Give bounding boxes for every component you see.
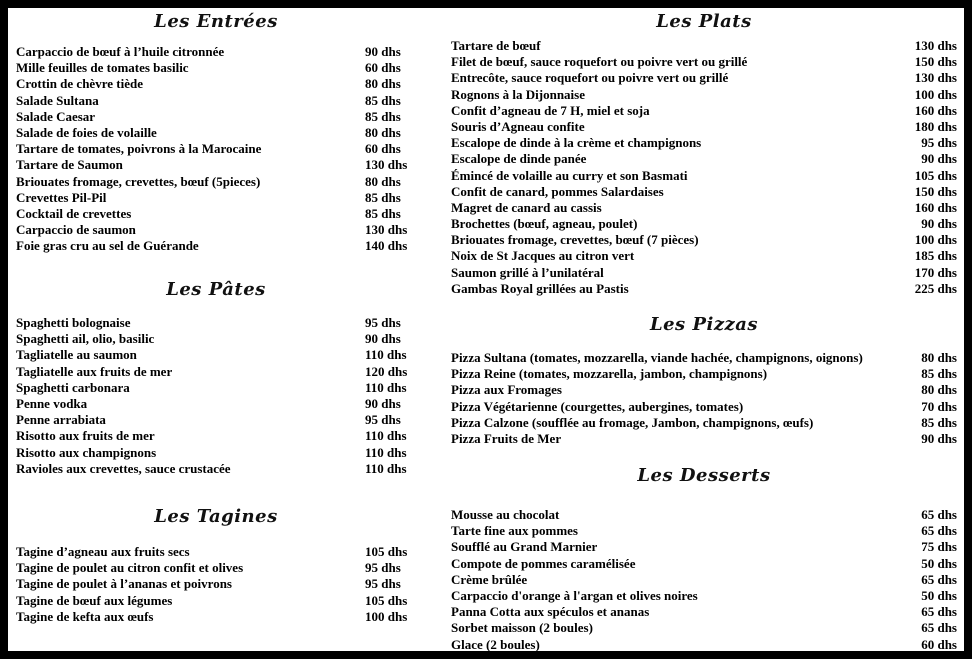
menu-item-name: Rognons à la Dijonnaise <box>451 86 585 102</box>
menu-item-price: 75 dhs <box>921 539 957 555</box>
menu-item-name: Tagine d’agneau aux fruits secs <box>16 544 190 559</box>
menu-item-price: 150 dhs <box>914 54 957 70</box>
menu-item-name: Carpaccio de saumon <box>16 222 136 238</box>
menu-item-price: 140 dhs <box>365 238 408 254</box>
section-title-pizzas: Les Pizzas <box>649 314 759 335</box>
menu-item-price: 60 dhs <box>921 636 957 651</box>
menu-item-price: 85 dhs <box>365 92 401 108</box>
menu-item-name: Souris d’Agneau confite <box>451 118 585 134</box>
menu-item-name: Salade Caesar <box>16 108 96 124</box>
menu-item-price: 80 dhs <box>365 124 401 140</box>
menu-item <box>451 168 957 184</box>
menu-item <box>16 609 416 625</box>
menu-item-price: 90 dhs <box>921 216 957 232</box>
menu-item-name: Tagliatelle au saumon <box>16 347 137 363</box>
menu-item <box>451 184 957 200</box>
menu-item <box>16 544 416 560</box>
menu-item <box>451 103 957 119</box>
menu-item-name: Crottin de chèvre tiède <box>16 76 143 92</box>
menu-item-price: 85 dhs <box>921 366 957 382</box>
menu-item-price: 110 dhs <box>365 444 407 460</box>
menu-list-pizzas <box>451 350 957 447</box>
menu-item-price: 95 dhs <box>365 560 401 576</box>
menu-item-price: 130 dhs <box>365 157 408 173</box>
menu-item <box>16 93 416 109</box>
menu-item-name: Noix de St Jacques au citron vert <box>451 248 635 264</box>
menu-item-name: Tagliatelle aux fruits de mer <box>16 363 173 379</box>
menu-item <box>451 382 957 398</box>
menu-item <box>451 135 957 151</box>
menu-item <box>451 523 957 539</box>
menu-item-name: Escalope de dinde panée <box>451 151 587 167</box>
menu-item <box>451 216 957 232</box>
menu-item <box>16 412 416 428</box>
menu-item-price: 110 dhs <box>365 347 407 363</box>
menu-item <box>451 431 957 447</box>
menu-item-name: Crevettes Pil-Pil <box>16 189 107 205</box>
menu-item-price: 65 dhs <box>921 571 957 587</box>
menu-item-price: 65 dhs <box>921 507 957 522</box>
menu-item <box>16 364 416 380</box>
menu-item <box>451 265 957 281</box>
section-title-entrees: Les Entrées <box>154 11 278 32</box>
menu-item-price: 90 dhs <box>365 44 401 59</box>
menu-item-name: Pizza Végétarienne (courgettes, aubergines, tomates) <box>451 398 744 414</box>
menu-item <box>451 350 957 366</box>
menu-item <box>451 556 957 572</box>
menu-item-name: Spaghetti bolognaise <box>16 315 131 330</box>
menu-list-entrees <box>16 44 416 254</box>
menu-item <box>16 593 416 609</box>
menu-item <box>16 44 416 60</box>
menu-item-price: 225 dhs <box>914 280 957 296</box>
menu-item <box>16 315 416 331</box>
menu-item-name: Carpaccio de bœuf à l’huile citronnée <box>16 44 225 59</box>
menu-item <box>16 174 416 190</box>
menu-item-price: 100 dhs <box>914 86 957 102</box>
menu-item-name: Pizza Calzone (soufflée au fromage, Jambon, champignons, œufs) <box>451 414 814 430</box>
menu-item-price: 150 dhs <box>914 183 957 199</box>
menu-item <box>451 572 957 588</box>
menu-item-price: 95 dhs <box>365 412 401 428</box>
menu-item <box>16 560 416 576</box>
section-title-tagines: Les Tagines <box>154 506 278 527</box>
menu-item-price: 95 dhs <box>365 315 401 330</box>
menu-item-price: 95 dhs <box>921 135 957 151</box>
menu-item-name: Salade de foies de volaille <box>16 124 157 140</box>
menu-list-tagines <box>16 544 416 625</box>
menu-item-name: Tagine de poulet à l’ananas et poivrons <box>16 576 232 592</box>
section-entrees <box>16 11 416 254</box>
menu-item-name: Mille feuilles de tomates basilic <box>16 60 189 76</box>
menu-item-name: Sorbet maisson (2 boules) <box>451 620 593 636</box>
menu-item-name: Briouates fromage, crevettes, bœuf (5pieces) <box>16 173 261 189</box>
menu-item-price: 170 dhs <box>914 264 957 280</box>
menu-item-name: Spaghetti ail, olio, basilic <box>16 331 155 347</box>
section-title-pates: Les Pâtes <box>166 279 266 300</box>
menu-item-name: Pizza Fruits de Mer <box>451 430 562 446</box>
menu-item-name: Glace (2 boules) <box>451 636 540 651</box>
menu-item-name: Tartare de Saumon <box>16 157 123 173</box>
menu-item <box>16 461 416 477</box>
menu-item <box>16 238 416 254</box>
menu-item-name: Crème brûlée <box>451 571 528 587</box>
menu-item-price: 85 dhs <box>365 205 401 221</box>
menu-list-plats <box>451 38 957 297</box>
menu-list-pates <box>16 315 416 477</box>
menu-item-price: 90 dhs <box>921 151 957 167</box>
menu-item-price: 110 dhs <box>365 428 407 444</box>
menu-item-price: 80 dhs <box>921 350 957 365</box>
menu-item-name: Penne arrabiata <box>16 412 106 428</box>
menu-item-name: Tagine de kefta aux œufs <box>16 608 154 624</box>
menu-item-name: Saumon grillé à l’unilatéral <box>451 264 604 280</box>
menu-item-name: Salade Sultana <box>16 92 99 108</box>
menu-list-desserts <box>451 507 957 651</box>
menu-item-price: 60 dhs <box>365 60 401 76</box>
menu-item <box>451 539 957 555</box>
menu-item <box>16 428 416 444</box>
menu-item <box>451 620 957 636</box>
menu-item <box>451 507 957 523</box>
menu-page <box>8 8 964 651</box>
menu-item-price: 65 dhs <box>921 523 957 539</box>
menu-item-price: 130 dhs <box>365 222 408 238</box>
menu-item-name: Briouates fromage, crevettes, bœuf (7 pièces) <box>451 232 699 248</box>
menu-item-price: 160 dhs <box>914 102 957 118</box>
section-plats <box>451 11 957 297</box>
menu-item <box>451 366 957 382</box>
menu-item-price: 65 dhs <box>921 604 957 620</box>
section-desserts <box>451 465 957 651</box>
menu-item-price: 90 dhs <box>921 430 957 446</box>
menu-item-price: 180 dhs <box>914 118 957 134</box>
menu-item-price: 90 dhs <box>365 395 401 411</box>
section-title-desserts: Les Desserts <box>637 465 771 486</box>
menu-item-name: Pizza aux Fromages <box>451 382 562 398</box>
menu-item <box>16 206 416 222</box>
menu-item-price: 85 dhs <box>921 414 957 430</box>
menu-item-name: Entrecôte, sauce roquefort ou poivre vert ou grillé <box>451 70 729 86</box>
menu-item <box>451 399 957 415</box>
menu-item-price: 90 dhs <box>365 331 401 347</box>
menu-item <box>451 87 957 103</box>
menu-item <box>16 60 416 76</box>
menu-item-name: Tartare de tomates, poivrons à la Marocaine <box>16 141 262 157</box>
menu-item-price: 110 dhs <box>365 379 407 395</box>
menu-item <box>451 281 957 297</box>
menu-item-name: Risotto aux fruits de mer <box>16 428 155 444</box>
menu-item <box>16 157 416 173</box>
menu-item <box>451 200 957 216</box>
menu-item-price: 50 dhs <box>921 555 957 571</box>
menu-item-name: Tarte fine aux pommes <box>451 523 578 539</box>
menu-item-name: Gambas Royal grillées au Pastis <box>451 280 629 296</box>
menu-item-name: Carpaccio d'orange à l'argan et olives noires <box>451 587 698 603</box>
menu-item-name: Foie gras cru au sel de Guérande <box>16 238 199 254</box>
section-pates <box>16 279 416 477</box>
menu-item-name: Pizza Sultana (tomates, mozzarella, viande hachée, champignons, oignons) <box>451 350 863 365</box>
menu-item-price: 70 dhs <box>921 398 957 414</box>
menu-item <box>451 119 957 135</box>
menu-item-price: 100 dhs <box>365 608 408 624</box>
menu-item-name: Risotto aux champignons <box>16 444 157 460</box>
menu-item-price: 120 dhs <box>365 363 408 379</box>
menu-item-name: Cocktail de crevettes <box>16 205 132 221</box>
menu-item-name: Confit d’agneau de 7 H, miel et soja <box>451 102 650 118</box>
menu-item-price: 80 dhs <box>921 382 957 398</box>
menu-item-price: 105 dhs <box>365 592 408 608</box>
menu-item <box>451 38 957 54</box>
menu-item-name: Pizza Reine (tomates, mozzarella, jambon, champignons) <box>451 366 768 382</box>
menu-item-price: 105 dhs <box>914 167 957 183</box>
menu-item-name: Tartare de bœuf <box>451 38 541 53</box>
menu-item <box>451 637 957 652</box>
menu-item-price: 50 dhs <box>921 587 957 603</box>
menu-item-name: Brochettes (bœuf, agneau, poulet) <box>451 216 638 232</box>
menu-item-price: 80 dhs <box>365 173 401 189</box>
menu-item-price: 95 dhs <box>365 576 401 592</box>
menu-item-price: 85 dhs <box>365 108 401 124</box>
menu-item <box>16 125 416 141</box>
menu-item-price: 105 dhs <box>365 544 408 559</box>
menu-item-price: 185 dhs <box>914 248 957 264</box>
menu-item <box>451 248 957 264</box>
menu-item <box>16 76 416 92</box>
menu-item-price: 85 dhs <box>365 189 401 205</box>
menu-item <box>451 415 957 431</box>
menu-item <box>16 331 416 347</box>
menu-item <box>16 396 416 412</box>
menu-item-price: 160 dhs <box>914 199 957 215</box>
menu-item <box>16 380 416 396</box>
menu-item <box>16 347 416 363</box>
menu-item-name: Tagine de poulet au citron confit et olives <box>16 560 244 576</box>
menu-item-name: Mousse au chocolat <box>451 507 560 522</box>
menu-item <box>16 576 416 592</box>
menu-item-price: 130 dhs <box>914 38 957 53</box>
menu-item-name: Magret de canard au cassis <box>451 199 602 215</box>
menu-item-price: 60 dhs <box>365 141 401 157</box>
menu-item-name: Spaghetti carbonara <box>16 379 130 395</box>
menu-item <box>16 222 416 238</box>
menu-item-name: Ravioles aux crevettes, sauce crustacée <box>16 460 231 476</box>
menu-item-name: Panna Cotta aux spéculos et ananas <box>451 604 650 620</box>
menu-item <box>16 445 416 461</box>
menu-item-name: Filet de bœuf, sauce roquefort ou poivre vert ou grillé <box>451 54 748 70</box>
section-tagines <box>16 506 416 625</box>
menu-item <box>451 151 957 167</box>
menu-item <box>451 232 957 248</box>
menu-item-name: Confit de canard, pommes Salardaises <box>451 183 664 199</box>
menu-item-name: Tagine de bœuf aux légumes <box>16 592 173 608</box>
section-pizzas <box>451 314 957 447</box>
menu-item <box>451 604 957 620</box>
section-title-plats: Les Plats <box>656 11 752 32</box>
menu-item <box>451 54 957 70</box>
menu-item <box>451 588 957 604</box>
menu-item-price: 80 dhs <box>365 76 401 92</box>
menu-item <box>16 141 416 157</box>
menu-item-price: 130 dhs <box>914 70 957 86</box>
menu-item <box>451 70 957 86</box>
menu-item-name: Soufflé au Grand Marnier <box>451 539 598 555</box>
menu-item <box>16 109 416 125</box>
menu-item <box>16 190 416 206</box>
menu-item-name: Penne vodka <box>16 395 88 411</box>
menu-item-name: Émincé de volaille au curry et son Basmati <box>451 167 688 183</box>
menu-item-name: Escalope de dinde à la crème et champignons <box>451 135 702 151</box>
menu-item-price: 110 dhs <box>365 460 407 476</box>
menu-item-name: Compote de pommes caramélisée <box>451 555 636 571</box>
menu-item-price: 100 dhs <box>914 232 957 248</box>
menu-item-price: 65 dhs <box>921 620 957 636</box>
